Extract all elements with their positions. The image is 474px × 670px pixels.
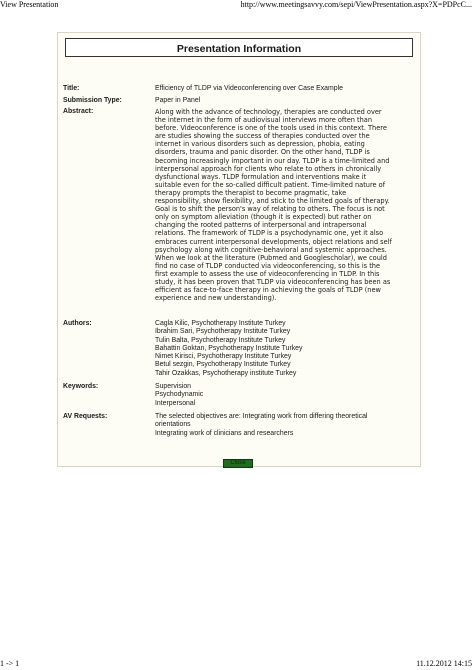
print-footer: [0, 658, 474, 670]
abstract-line: interpersonal approach for clients who relate to others in chronically: [155, 164, 382, 173]
abstract-line: experience and new understanding).: [155, 294, 277, 303]
author-line: Nimet Kirisci, Psychotherapy Institute Turkey: [155, 353, 292, 360]
abstract-line: relations. The framework of TLDP is a psychodynamic one, yet it also: [155, 229, 384, 238]
keyword-line: Interpersonal: [155, 399, 196, 407]
keyword-line: Psychodynamic: [155, 391, 204, 399]
field-keywords-value: [155, 383, 413, 408]
abstract-line: responsibility, show flexibility, and stick to the limited goals of therapy.: [155, 197, 390, 206]
print-footer-page: 1 -> 1: [0, 659, 20, 668]
field-submission-type-label: Submission Type:: [63, 97, 122, 104]
panel-title-box: [65, 38, 413, 57]
abstract-line: only on symptom alleviation (though it is expected) but rather on: [155, 213, 372, 222]
close-button[interactable]: Close: [223, 459, 253, 468]
abstract-line: study, it has been proven that TLDP via videoconferencing has been as: [155, 277, 391, 286]
print-header-url: http://www.meetingsavvy.com/sepi/ViewPresentation.aspx?X=PDPcC...: [240, 0, 472, 9]
field-av-requests-value: [155, 413, 413, 438]
abstract-line: psychology along with cognitive-behavioral and systemic approaches.: [155, 245, 387, 254]
field-keywords-label: Keywords:: [63, 383, 99, 390]
av-request-line: The selected objectives are: Integrating work from differing theoretical: [155, 413, 368, 420]
field-av-requests-label: AV Requests:: [63, 413, 108, 420]
presentation-panel: [57, 32, 421, 467]
print-header-title: View Presentation: [0, 0, 59, 9]
abstract-line: disorders, trauma and panic disorder. On the other hand, TLDP is: [155, 148, 370, 157]
field-title-label: Title:: [63, 85, 80, 92]
abstract-line: find no case of TLDP conducted via videoconferencing, so this is the: [155, 261, 381, 270]
author-line: Tahir Ozakkas, Psychotherapy institute Turkey: [155, 369, 297, 377]
field-submission-type-value: Paper in Panel: [155, 97, 201, 104]
abstract-line: When we look at the literature (Pubmed and Googlescholar), we could: [155, 253, 387, 262]
field-authors-label: Authors:: [63, 320, 92, 327]
abstract-line: internet in various disorders such as depression, phobia, eating: [155, 140, 365, 149]
abstract-line: are studies showing the success of therapies conducted over the: [155, 132, 370, 141]
abstract-line: before. Videoconference is one of the tools used in this context. There: [155, 124, 387, 133]
author-line: Ibrahim Sari, Psychotherapy Institute Turkey: [155, 328, 291, 336]
abstract-line: first example to assess the use of videoconferencing in TLDP. In this: [155, 269, 380, 278]
field-abstract-label: Abstract:: [63, 108, 94, 115]
print-footer-datetime: 11.12.2012 14:15: [416, 659, 472, 668]
abstract-line: becoming increasingly important in our day. TLDP is a time-limited and: [155, 156, 390, 165]
author-line: Tulin Balta, Psychotherapy Institute Turkey: [155, 336, 286, 344]
av-request-line: orientations: [155, 421, 191, 429]
abstract-line: efficient as face-to-face therapy in achieving the goals of TLDP (new: [155, 286, 381, 295]
abstract-line: dysfunctional ways. TLDP formulation and interventions make it: [155, 172, 367, 181]
abstract-line: the internet in the form of audiovisual interviews more often than: [155, 116, 373, 125]
field-authors-value: [155, 320, 413, 378]
abstract-line: therapy prompts the therapist to become pragmatic, take: [155, 188, 347, 197]
print-header: [0, 0, 474, 12]
panel-title: Presentation Information: [176, 43, 302, 55]
author-line: Betul sezgin, Psychotherapy Institute Turkey: [155, 361, 291, 369]
keyword-line: Supervision: [155, 383, 192, 390]
abstract-line: suitable even for the so-called difficult patient. Time-limited nature of: [155, 180, 386, 189]
field-abstract-value: [155, 108, 413, 302]
abstract-line: Along with the advance of technology, therapies are conducted over: [155, 108, 382, 116]
abstract-line: Goal is to shift the person's way of relating to others. The focus is not: [155, 205, 385, 214]
abstract-line: changing the rooted patterns of interpersonal and intrapersonal: [155, 221, 367, 230]
author-line: Cagla Kilic, Psychotherapy Institute Turkey: [155, 320, 286, 327]
av-request-line: Integrating work of clinicians and researchers: [155, 429, 294, 437]
field-title-value: Efficiency of TLDP via Videoconferencing over Case Example: [155, 85, 343, 92]
author-line: Bahattin Goktan, Psychotherapy Institute Turkey: [155, 344, 303, 352]
abstract-line: embraces current interpersonal developments, object relations and self: [155, 237, 392, 246]
